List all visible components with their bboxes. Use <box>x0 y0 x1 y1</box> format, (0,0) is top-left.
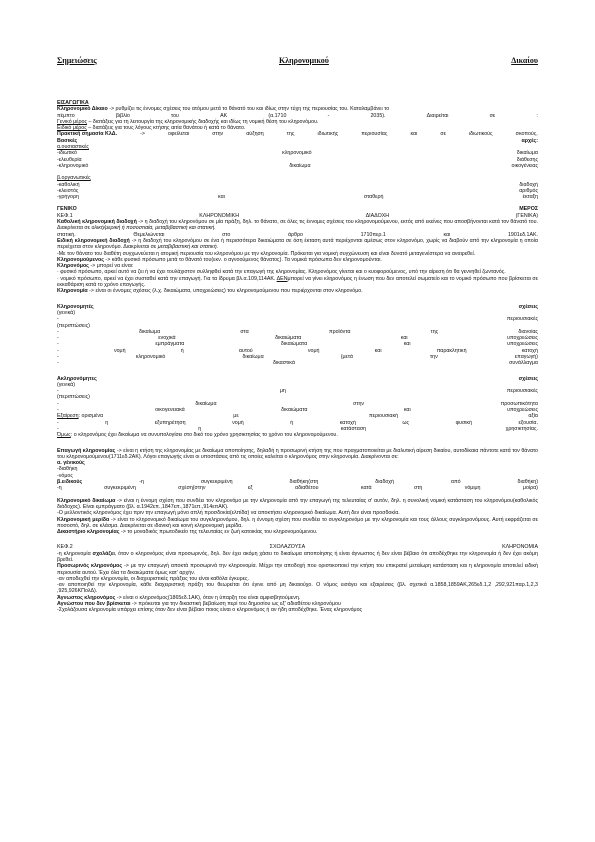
word: και <box>403 341 411 348</box>
word: παρακλητική <box>436 347 467 354</box>
word: με <box>233 413 239 420</box>
word: από <box>450 479 461 486</box>
word: περιουσίας <box>361 131 388 138</box>
word: αυτού <box>238 347 253 354</box>
word: κληρονομικό <box>282 150 312 157</box>
term: Κληρονομικό Δίκαιο <box>57 106 108 113</box>
paragraph-klironomiko-dikaioma <box>57 498 538 511</box>
word: δικαίωμα <box>289 162 311 169</box>
word: ΚΕΦ.1 <box>57 212 73 219</box>
word: -ιδιωτικό <box>57 150 77 157</box>
word: συγκεκριμένη <box>200 479 233 486</box>
spacer <box>57 439 538 448</box>
paragraph: -Σχολάζουσα κληρονομία υπάρχει επίσης όταν δεν είναι βέβαιο ποιος είναι ο κληρονόμος ή αν ήδη αποδέχθηκε. Ένας κληρονόμος <box>57 607 363 614</box>
term: Αγνώστου που δεν βρίσκεται <box>57 601 131 608</box>
word: χρησικτησίας. <box>505 425 538 432</box>
text-line <box>57 485 538 491</box>
word: αύξηση <box>246 131 264 138</box>
word: συγκεκριμένη <box>104 485 136 492</box>
term: Επαγωγή κληρονομίας <box>57 447 116 454</box>
paragraph <box>57 551 538 564</box>
word: ΚΕΦ.2 <box>57 544 73 551</box>
text-line: (γενικά) <box>57 381 76 388</box>
paragraph: -αν αποποιηθεί την κληρονομία, κάθε διαχειριστική πράξη του θεωρείται ότι έγινε από μη δικαιούχο. Ο νόμος εισάγει και εξαιρέσεις (βλ. σχετικά α.1858,1859ΑΚ,265εδ.1,2 ,292,921παρ.1,2,3 ,925,926ΚΠολΔ). <box>57 582 538 595</box>
word: - <box>57 400 59 407</box>
word: - <box>57 407 59 414</box>
word: δικαιώματα <box>275 335 302 342</box>
word: δικαίωμα <box>516 150 538 157</box>
term: σχολάζει <box>92 550 115 557</box>
term: Κληρονομική μερίδα <box>57 516 110 523</box>
word: περιουσιακή <box>368 413 399 420</box>
word: προσωπικότητα <box>500 400 538 407</box>
word: Διαιρείται <box>426 112 449 119</box>
word: Θεμελιώνεται <box>133 231 165 238</box>
word: κατάσταση <box>340 425 367 432</box>
word: σε <box>489 112 496 119</box>
word: εξυπηρέτηση <box>154 419 186 426</box>
term: σχέσεις <box>518 375 538 382</box>
word: -κληρονομικό <box>57 162 89 169</box>
word: δικαίωμα <box>242 353 264 360</box>
word: κατοχή <box>521 347 538 354</box>
term: Εξαίρεση <box>57 413 79 420</box>
word: - <box>57 328 59 335</box>
word: ΔΙΑΔΟΧΗ <box>365 212 390 219</box>
word: - <box>57 316 59 323</box>
word: φυσική <box>455 419 473 426</box>
word: -η <box>57 485 62 492</box>
term: Κληρονόμος <box>57 263 89 270</box>
word: αριθμός <box>519 187 538 194</box>
word: (ΓΕΝΙΚΑ) <box>515 212 538 219</box>
term: Κληρονομητές <box>57 303 94 310</box>
term: β.ειδικούς <box>57 479 83 486</box>
word: νομή <box>307 347 320 354</box>
text: : ο κληρονόμος έχει δικαίωμα να συνυπολογίσει στο δικό του χρόνο χρησικτησίας το χρόνο του κληρονομούμενου. <box>70 432 338 439</box>
word: -ελευθερία <box>57 156 82 163</box>
page-header <box>57 58 538 68</box>
term: ΔΕΝ <box>276 275 288 282</box>
word: στη <box>413 485 423 492</box>
word: και <box>443 231 451 238</box>
word: νομή <box>232 419 244 426</box>
word: σχέση(στην <box>178 485 206 492</box>
exception <box>57 413 103 419</box>
paragraph: -Με τον θάνατο του διαθέτη συγχωνεύεται η ατομική περιουσία του κληρονόμου με την κληρονομία. Πρόκειται για νομική συγχώνευση και είναι δυνατό μεταγενέστερα να αναιρεθεί. <box>57 250 476 257</box>
paragraph <box>57 276 538 289</box>
word: εξ <box>247 485 253 492</box>
word: νομή <box>113 347 126 354</box>
term: α. γένικούς <box>57 460 85 467</box>
text-line: (γενικά) <box>57 309 76 316</box>
word: υποχρεώσεις <box>507 335 538 342</box>
word: δικαστικά <box>272 360 295 367</box>
header-left: Σημειώσεις <box>57 56 97 65</box>
word: : ορισμένα <box>78 413 104 420</box>
word: ιδιωτικούς <box>469 131 493 138</box>
word: η <box>198 425 202 432</box>
term: Όμως <box>57 432 71 439</box>
word: - <box>57 353 59 360</box>
spacer <box>57 295 538 304</box>
word: προϊόντα <box>328 328 351 335</box>
term: ΜΕΡΟΣ <box>519 206 538 213</box>
word: εμπράγματα <box>155 341 185 348</box>
word: -καθολική <box>57 181 80 188</box>
term: Κληρονομούμενος <box>57 256 104 263</box>
word: 2035). <box>370 112 386 119</box>
text: μεταβιβαστική και στατική. <box>157 244 219 251</box>
word: ιδιωτικής <box>317 131 339 138</box>
word: 1901εδ.1ΑΚ. <box>507 231 538 238</box>
word: - <box>57 335 59 342</box>
word: και <box>374 347 382 354</box>
word: στατική. <box>57 231 76 238</box>
paragraph-prosorinos <box>57 563 538 576</box>
word: έκταξη <box>522 194 538 201</box>
word: ΑΚ <box>220 112 228 119</box>
text: -> κάθε φυσικό πρόσωπο μετά το θάνατό του(εκν. ο αγνοούμενος θάνατος). Τα νομικά πρόσωπα δεν κληρονομούνται. <box>103 256 382 263</box>
header-right: Δικαίου <box>511 56 538 65</box>
word: ενοχικά <box>158 335 176 342</box>
word: δικαίωμα <box>195 400 217 407</box>
word: της <box>286 131 295 138</box>
word: μοίρα) <box>522 485 538 492</box>
word: ως <box>402 419 410 426</box>
word: και <box>218 194 225 201</box>
word: και <box>403 407 411 414</box>
word: ΚΛΗΡΟΝΟΜΙΑ <box>502 544 538 551</box>
paragraph-epagogi <box>57 448 538 461</box>
text: – διατάξεις για τη λειτουργία της κληρονομικής διαδοχής και ιδίως τη νομική θέση του κληρονόμου. <box>87 118 319 125</box>
term: αρχές: <box>521 137 538 144</box>
word: - <box>57 360 59 367</box>
paragraph-katholiki-diadoxi <box>57 219 538 232</box>
word: στο <box>222 231 231 238</box>
word: υποχρεώσεις <box>507 407 538 414</box>
text: -> το μοναδικός πρωτοδικείο της τελευταίας εν ζωή κατοικίας του κληρονομούμενου. <box>119 529 318 536</box>
term: σχέσεις <box>518 303 538 310</box>
word: -> <box>140 131 145 138</box>
term: Βασικές <box>57 137 78 144</box>
word: - <box>57 419 59 426</box>
word: ή <box>180 347 184 354</box>
text: -> μπορεί να είναι: <box>88 263 134 270</box>
text: -> η διαδοχή του κληρονόμου σε μία πράξη, δηλ. το θάνατο, σε όλες τις έννομες σχέσεις του κληρονομούμενου, εκτός από εκείνες που αποσβήνονται κατά τον θάνατό του. Διακρίνεται σε <box>57 219 538 232</box>
word: 1710περ.1 <box>360 231 386 238</box>
term: Προσωρινός κληρονόμος <box>57 563 123 570</box>
paragraph-eidiki-diadoxi <box>57 238 538 251</box>
text: -> η διαδοχή του κληρονόμου σε ένα ή περισσότερα δικαιώματα σε όση έκταση αυτά περιέχονται αμέσως στον κληρονόμο, χωρίς να διαβούν από την κληρονομία η οποία περιέχεται στον κληρονόμο. Διακρίνεται σε <box>57 237 538 251</box>
word: διαδοχή <box>519 181 538 188</box>
term: Δικαστήριο κληρονομίας <box>57 529 120 536</box>
word: αξία <box>528 413 538 420</box>
text: -> είναι ο κληρονόμος(1865εδ.1ΑΚ), όταν η ύπαρξη του είναι αμφισβητούμενη. <box>115 594 301 601</box>
word: - <box>327 112 330 119</box>
word: -κλειστός <box>57 187 79 194</box>
word: κατά <box>360 485 372 492</box>
word: (μετά <box>340 353 353 360</box>
header-center: Κληρονομικού <box>278 56 329 65</box>
text: · νομικό πρόσωπο, αρκεί να έχει συσταθεί κατά την επαγωγή. Για τα ίδρυμα βλ.α.109,114ΑΚ. <box>57 275 277 282</box>
text-line: -νόμος <box>57 472 73 479</box>
word: την <box>430 353 438 360</box>
paragraph: -Ο μελλοντικός κληρονόμος έχει πριν την επαγωγή μόνο απλή προσδοκία(ελπίδα) να αποκτήσει κληρονομικό δικαίωμα. Αυτή δεν είναι προσδοκία. <box>57 510 400 517</box>
word: ΚΛΗΡΟΝΟΜΙΚΗ <box>199 212 240 219</box>
term: Κληρονομία <box>57 288 88 295</box>
word: - <box>57 341 59 348</box>
term: Κληρονομικό δικαίωμα <box>57 497 116 504</box>
word: σκοπούς. <box>515 131 538 138</box>
word: οικογένειας <box>511 162 538 169</box>
text-line: (περιπτώσεις) <box>57 322 90 329</box>
word: στην <box>353 400 365 407</box>
word: διαθήκη) <box>517 479 538 486</box>
word: εξουσία. <box>518 419 538 426</box>
paragraph-klironomiki-merida <box>57 517 538 530</box>
word: υποχρεώσεις <box>507 341 538 348</box>
word: βιβλίο <box>115 112 130 119</box>
word: διαθήκη(στη <box>289 479 319 486</box>
text: ολική/μερική ή ποσοστιαία, μεταβιβαστική και στατική. <box>91 225 216 232</box>
word: ΣΧΟΛΑΖΟΥΣΑ <box>269 544 306 551</box>
word: - <box>57 388 59 395</box>
word: μη <box>279 388 286 395</box>
word: και <box>410 131 418 138</box>
word: του <box>171 112 179 119</box>
word: δικαίωμα <box>138 328 161 335</box>
text: -> με την επαγωγή αποκτά προσωρινά την κληρονομία. Μέχρι την αποδοχή που οριστικοποιεί την κτήση του επικρατεί μεταίωρη κατάσταση και η κληρονομία αποτελεί ειδική περιουσία αυτού. Έχει όλα τα δικαιώματα όμως κατ' αρχήν. <box>57 563 538 576</box>
term: Άγνωστος κληρονόμος <box>57 594 116 601</box>
text: -> πρόκειται για την δικαστική βεβαίωση περί του δημοσίου ως εξ' αδιαθέτου κληρονόμου <box>130 601 341 608</box>
word: διανοίας <box>518 328 538 335</box>
term: ΓΕΝΙΚΟ <box>57 206 77 213</box>
spacer <box>57 367 538 376</box>
word: στα <box>240 328 249 335</box>
text-line: -διαθήκη <box>57 466 78 473</box>
document-body <box>57 100 538 614</box>
text-line: (περιπτώσεις) <box>57 394 90 401</box>
word: -γρήγορη <box>57 194 79 201</box>
word: - <box>57 347 59 354</box>
word: οικογενειακά <box>155 407 185 414</box>
word: δικαιώματα <box>281 407 308 414</box>
word: σταθερή <box>363 194 384 201</box>
word: δικαιώματα <box>280 341 308 348</box>
word: : <box>536 112 538 119</box>
text: -> είναι το κληρονομικό δικαίωμα του συγκληρονόμου, δηλ. η έννομη σχέση που συνδέει το συγκληρονόμο με την κληρονομία και τους άλλους συγκληρονόμους. Αυτή εκφράζεται σε ποσοστό, δηλ. σε κλάσμα. Διακρίνεται σε ιδανική και κοινή κληρονομική μερίδα. <box>57 516 538 529</box>
word: στην <box>212 131 224 138</box>
word: -η <box>139 479 144 486</box>
term: Καθολική κληρονομική διαδοχή <box>57 219 137 226</box>
term: α.ουσιαστικές <box>57 144 89 151</box>
text: -> είναι η κτήση της κληρονομίας με δικαίωμα αποποίησης, δηλαδή η προσωρινή κτήση της που πραγματοποιείται με διαλυτική αίρεση δικαίου, αυτοδίκαια πάντοτε κατά τον θάνατο του κληρονομούμενου(1711εδ.2ΑΚ). Λόγοι επαγωγής είναι οι υποστάσεις από τις οποίες καλείται ο κληρονόμος στην κληρονομία. Διακρίνονται σε: <box>57 447 539 460</box>
text: μπορεί να γίνει κληρονόμος η ένωση που δεν αποτελεί σωματείο και το νομικό πρόσωπο που βρίσκεται σε εκκαθάριση κατά το χρόνο επαγωγής. <box>57 275 538 289</box>
section-title-eisagogika: ΕΙΣΑΓΩΓΙΚΑ <box>57 100 89 106</box>
word: αδιαθέτου <box>295 485 319 492</box>
word: άρθρο <box>287 231 303 238</box>
word: πέμπτο <box>57 112 75 119</box>
word: ή <box>290 419 294 426</box>
word: (α.1710 <box>268 112 287 119</box>
word: περιουσιακές <box>506 316 538 323</box>
word: - <box>57 425 59 432</box>
text: -η κληρονομία <box>57 550 93 557</box>
word: και <box>400 335 408 342</box>
term: β.οργανωτικές <box>57 175 91 182</box>
text: , όταν ο κληρονόμος είναι προσωρινός, δηλ. δεν έχει ακόμη χάσει το δικαίωμα αποποίησης ή είναι άγνωστος ή δεν είναι βέβαιο ότι αποδέχθηκε την κληρονομία ή δεν έχει ακόμη βρεθεί. <box>57 550 538 563</box>
word: επαγωγή) <box>514 353 538 360</box>
word: η <box>105 419 109 426</box>
term: Γενικό μέρος <box>57 118 88 125</box>
term: Ακληρονόμητες <box>57 375 97 382</box>
word: κληρονομικό <box>135 353 166 360</box>
word: νόμιμη <box>464 485 481 492</box>
text: – διατάξεις για τους λόγους κτήσης αιτία θανάτου ή κατά το θάνατο. <box>88 125 246 132</box>
word: της <box>430 328 439 335</box>
word: περιουσιακές <box>506 388 538 395</box>
spacer <box>57 535 538 544</box>
word: σε <box>440 131 446 138</box>
text: -> είναι οι έννομες σχέσεις (λ.χ. δικαιώματα, υποχρεώσεις) του κληρονομούμενου που περιέρχονται στον κληρονόμο. <box>87 288 363 295</box>
word: συνάλλαγμα <box>509 360 538 367</box>
term: Ειδικό μέρος <box>57 125 87 132</box>
word: οφείλεται <box>168 131 190 138</box>
word: διάθεσης <box>516 156 538 163</box>
word: κατοχή <box>339 419 356 426</box>
text: -> ρυθμίζει τις έννομες σχέσεις του ατόμου μετά το θάνατό του και ιδίως στην τύχη της περιουσίας του. Καταλαμβάνει το <box>107 106 390 113</box>
term: Ειδική κληρονομική διαδοχή <box>57 237 130 244</box>
term: Πρακτική σημασία ΚλΔ. <box>57 131 118 138</box>
text: -> είναι η έννομη σχέση που συνδέει τον κληρονόμο με την κληρονομία από την επαγωγή της τελευταίας σ' αυτόν, δηλ. η συνολική νομική κατάσταση του κληρονόμου(καθολικός διάδοχος). Είναι εμπράγματο (βλ. α.1942επ.,1847επ.,1871επ.,914επΑΚ). <box>57 497 538 510</box>
word: διαδοχή <box>375 479 394 486</box>
paragraph: · φυσικό πρόσωπο, αρκεί αυτό να ζει ή να έχει τουλάχιστον συλληφθεί κατά την επαγωγή της κληρονομίας. Κληρονόμος γίνεται και ο κυοφορούμενος, υπό την αίρεση ότι θα γεννηθεί ζωντανός. <box>57 269 506 276</box>
paragraph: -αν αποδεχθεί την κληρονομία, οι διαχειριστικές πράξεις του είναι καθόλα έγκυρες. <box>57 575 250 582</box>
